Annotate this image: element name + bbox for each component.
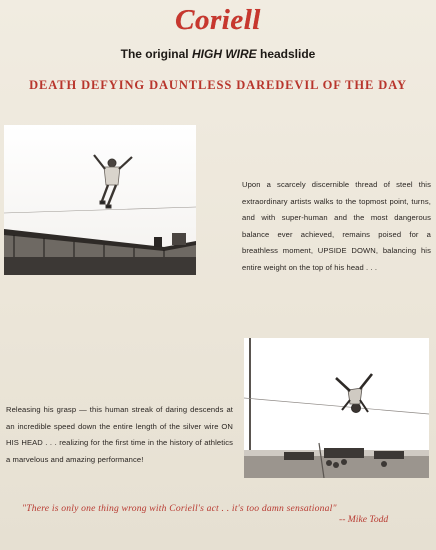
testimonial-attribution: -- Mike Todd [339, 514, 389, 525]
subtitle-suffix: headslide [256, 47, 316, 61]
subtitle-emphasis: HIGH WIRE [191, 47, 257, 61]
page-title: Coriell [175, 4, 261, 36]
subtitle [0, 47, 436, 61]
tagline: DEATH DEFYING DAUNTLESS DAREDEVIL OF THE DAY [29, 78, 407, 92]
photo-performer-on-wire [4, 125, 196, 275]
paragraph-balance: Upon a scarcely discernible thread of steel this extraordinary artists walks to the topmost point, turns, and with super-human and the most dangerous balance ever achieved, remains poised for a breathless moment, UPSIDE DOWN, balancing his entire weight on the top of his head . . . [242, 180, 431, 272]
photo-performer-on-wire-image [4, 125, 196, 275]
photo-performer-headslide-image [244, 338, 429, 478]
photo-performer-headslide [244, 338, 429, 478]
paragraph-descent: Releasing his grasp — this human streak of daring descends at an incredible speed down the entire length of the silver wire ON HIS HEAD . . . realizing for the first time in the history of athletics a marvelous and amazing performance! [6, 405, 233, 464]
testimonial-quote: "There is only one thing wrong with Coriell's act . . it's too damn sensational" [22, 503, 337, 514]
subtitle-prefix: The original [120, 47, 192, 61]
